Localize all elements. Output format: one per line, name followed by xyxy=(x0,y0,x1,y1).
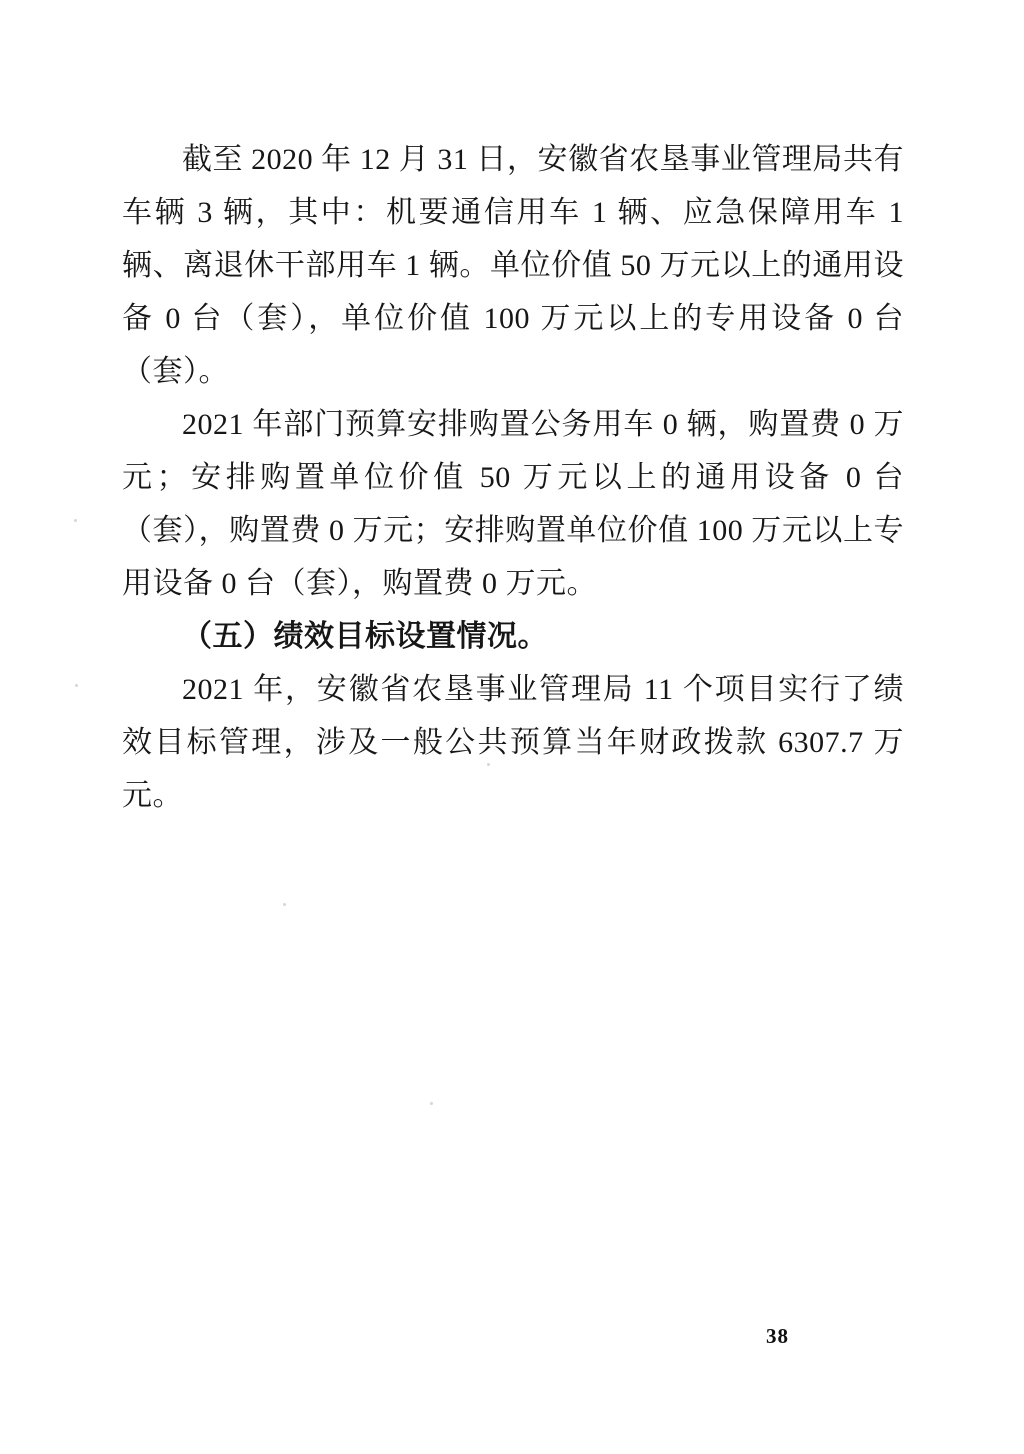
scan-speck xyxy=(74,519,77,522)
section-heading-performance-goal-setting: （五）绩效目标设置情况。 xyxy=(182,620,548,653)
paragraph-performance-goal-detail: 2021 年，安徽省农垦事业管理局 11 个项目实行了绩效目标管理，涉及一般公共预算当年财政拨款 6307.7 万元。 xyxy=(122,673,904,812)
paragraph-vehicle-asset-summary: 截至 2020 年 12 月 31 日，安徽省农垦事业管理局共有车辆 3 辆，其中：机要通信用车 1 辆、应急保障用车 1 辆、离退休干部用车 1 辆。单位价值 50 万元以上的通用设备 0 台（套），单位价值 100 万元以上的专用设备 0 台（套）。 xyxy=(122,143,904,388)
page-number: 38 xyxy=(766,1324,789,1348)
scan-speck xyxy=(487,763,490,766)
scan-speck xyxy=(430,1102,433,1105)
scan-speck xyxy=(75,684,78,687)
scan-speck xyxy=(283,903,286,906)
document-body xyxy=(122,133,904,822)
paragraph-2021-purchase-budget: 2021 年部门预算安排购置公务用车 0 辆，购置费 0 万元；安排购置单位价值 50 万元以上的通用设备 0 台（套），购置费 0 万元；安排购置单位价值 100 万元以上专用设备 0 台（套），购置费 0 万元。 xyxy=(122,408,904,600)
